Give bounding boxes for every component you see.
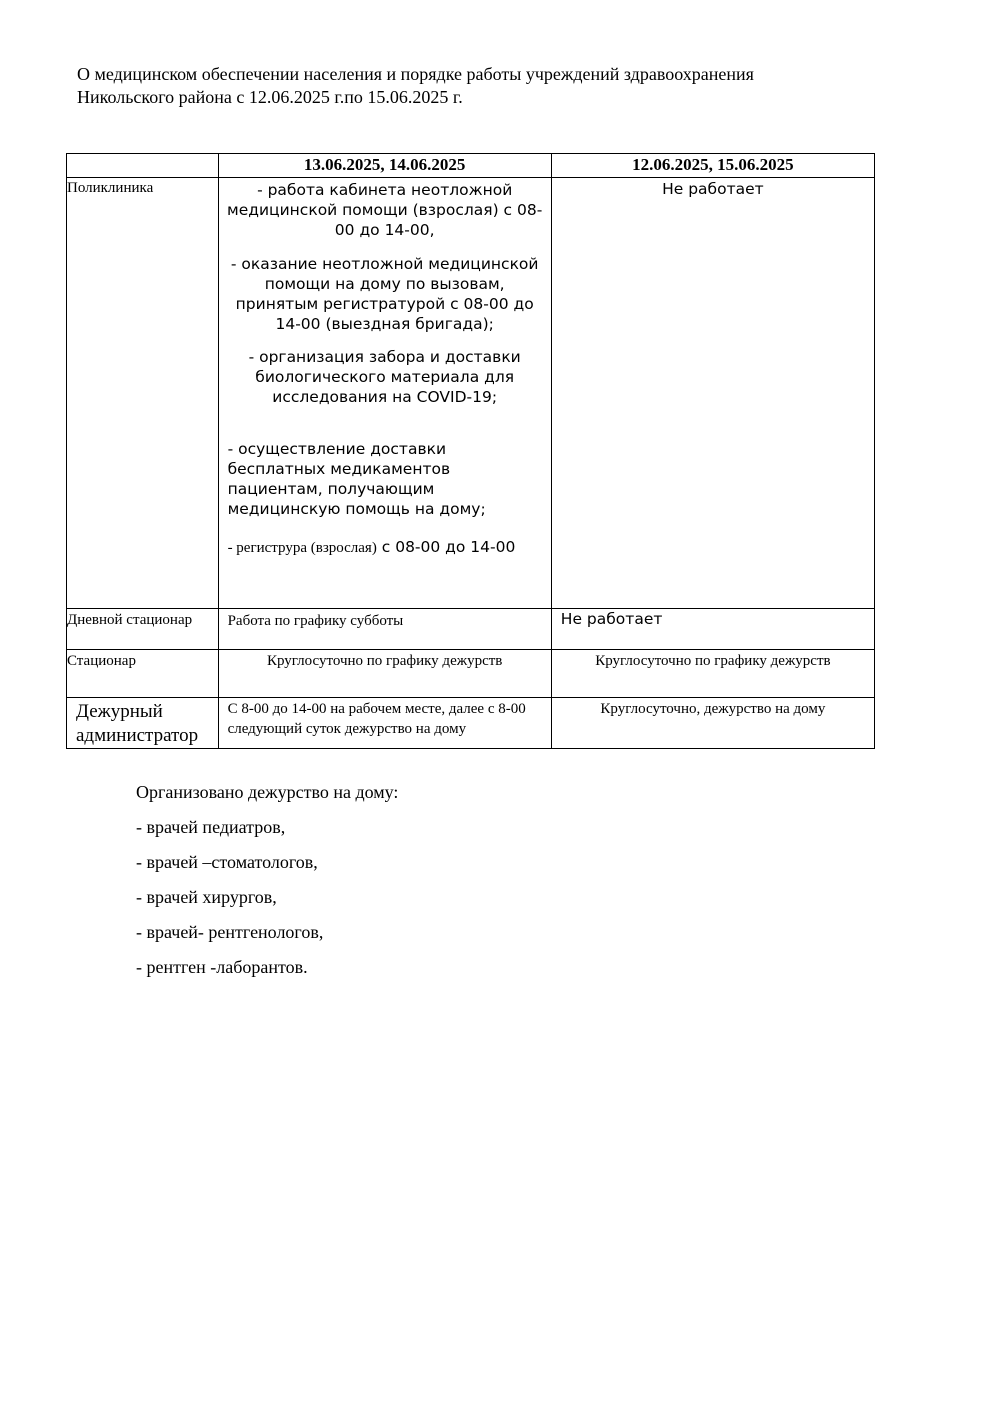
hospital-workday-cell: Круглосуточно по графику дежурств [218,650,551,698]
polyclinic-item-3: - организация забора и доставки биологического материала для исследования на COVID-19; [248,348,521,406]
list-item: - врачей педиатров, [136,817,286,837]
document-title [77,63,877,109]
list-item: - врачей –стоматологов, [136,852,318,872]
title-line-2: Никольского района с 12.06.2025 г.по 15.06.2025 г. [77,87,463,107]
table-row-hospital [67,650,875,698]
table-header-row [67,154,875,178]
header-cell-empty [67,154,219,178]
schedule-table [66,153,875,749]
admin-weekend-cell: Круглосуточно, дежурство на дому [551,698,874,749]
polyclinic-item-2: - оказание неотложной медицинской помощи на дому по вызовам, принятым регистратурой с 08-00 до 14-00 (выездная бригада); [230,255,539,333]
row-label-hospital: Стационар [67,650,219,698]
table-row-day-hospital [67,609,875,650]
polyclinic-weekend-cell: Не работает [551,178,874,609]
row-label-day-hospital: Дневной стационар [67,609,219,650]
row-label-polyclinic: Поликлиника [67,178,219,609]
header-cell-workdays: 13.06.2025, 14.06.2025 [218,154,551,178]
day-hospital-workday-cell: Работа по графику субботы [218,609,551,650]
list-item: - рентген -лаборантов. [136,957,308,977]
registry-hours: с 08-00 до 14-00 [376,538,516,556]
home-duty-heading: Организовано дежурство на дому: [136,782,399,802]
table-row-admin [67,698,875,749]
polyclinic-item-4: - осуществление доставки бесплатных медикаментов пациентам, получающим медицинскую помощь на дому; [227,440,486,518]
polyclinic-workday-cell [218,178,551,609]
list-item: - врачей- рентгенологов, [136,922,324,942]
day-hospital-weekend-cell: Не работает [551,609,874,650]
row-label-admin: Дежурный администратор [67,698,219,749]
title-line-1: О медицинском обеспечении населения и порядке работы учреждений здравоохранения [77,64,754,84]
admin-workday-cell: С 8-00 до 14-00 на рабочем месте, далее с 8-00 следующий суток дежурство на дому [218,698,551,749]
hospital-weekend-cell: Круглосуточно по графику дежурств [551,650,874,698]
home-duty-section [136,780,836,990]
table-row-polyclinic [67,178,875,609]
registry-label: - региструра (взрослая) [227,540,377,556]
polyclinic-item-5 [219,537,551,558]
polyclinic-item-1: - работа кабинета неотложной медицинской помощи (взрослая) с 08-00 до 14-00, [227,181,543,239]
header-cell-weekend: 12.06.2025, 15.06.2025 [551,154,874,178]
list-item: - врачей хирургов, [136,887,277,907]
